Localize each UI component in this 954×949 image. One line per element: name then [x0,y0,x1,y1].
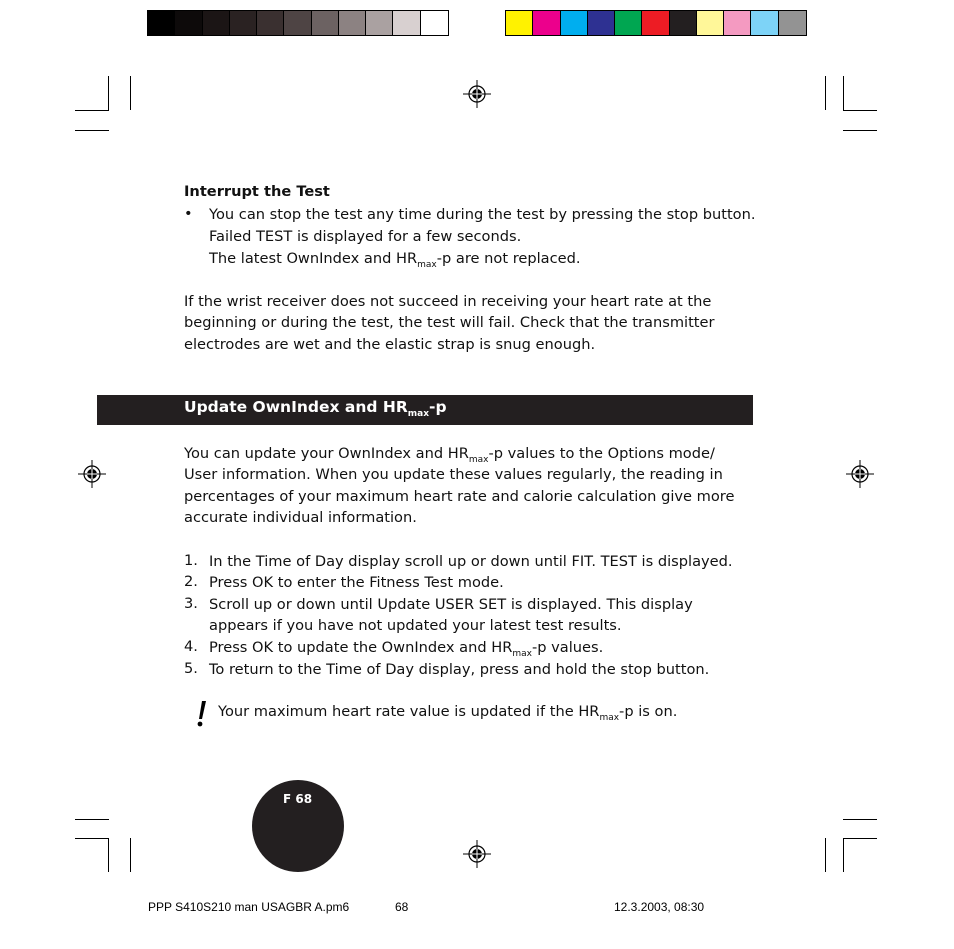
crop-mark [843,819,877,820]
color-swatch [724,11,751,35]
footer-datetime: 12.3.2003, 08:30 [614,900,705,914]
color-swatch [561,11,588,35]
color-swatch [393,11,420,35]
color-swatch [175,11,202,35]
color-swatch [615,11,642,35]
color-swatch [751,11,778,35]
color-swatch [366,11,393,35]
crop-mark [130,76,131,110]
crop-mark [75,838,109,839]
color-swatch [779,11,806,35]
page-number-label: F 68 [283,792,313,806]
crop-mark [843,838,877,839]
update-paragraph-line: percentages of your maximum heart rate and calorie calculation give more [184,488,735,505]
crop-mark [108,76,109,110]
registration-mark-icon [463,840,491,868]
crop-mark [75,110,109,111]
registration-mark-icon [846,460,874,488]
color-swatch [284,11,311,35]
grayscale-color-bar [147,10,449,36]
interrupt-text-line: Failed TEST is displayed for a few seconds. [209,228,522,245]
crop-mark [75,130,109,131]
bullet-point: • [184,205,193,222]
step-number: 3. [184,595,198,612]
step-text: Scroll up or down until Update USER SET is displayed. This display [209,596,693,613]
process-color-bar [505,10,807,36]
crop-mark [843,838,844,872]
crop-mark [75,819,109,820]
crop-mark [843,130,877,131]
footer-page-number: 68 [395,900,409,914]
color-swatch [533,11,560,35]
color-swatch [642,11,669,35]
section-title: Update OwnIndex and $HR_{max}-p$ [184,398,447,419]
color-swatch [148,11,175,35]
step-text: In the Time of Day display scroll up or down until FIT. TEST is displayed. [209,553,733,570]
step-number: 1. [184,552,198,569]
registration-mark-icon [463,80,491,108]
crop-mark [843,110,877,111]
step-text: To return to the Time of Day display, press and hold the stop button. [209,661,710,678]
fail-paragraph-line: beginning or during the test, the test will fail. Check that the transmitter [184,314,715,331]
color-swatch [670,11,697,35]
footer-filename: PPP S410S210 man USAGBR A.pm6 [148,900,350,914]
step-number: 4. [184,638,198,655]
crop-mark [825,838,826,872]
note-text: Your maximum heart rate value is updated if the $HR_{max}-p$ is on. [218,703,678,723]
interrupt-text-line: The latest OwnIndex and $HR_{max}-p$ are not replaced. [209,250,581,270]
color-swatch [588,11,615,35]
crop-mark [108,838,109,872]
color-swatch [203,11,230,35]
color-swatch [230,11,257,35]
step-number: 5. [184,660,198,677]
color-swatch [697,11,724,35]
interrupt-text-line: You can stop the test any time during the test by pressing the stop button. [209,206,756,223]
registration-mark-icon [78,460,106,488]
color-swatch [312,11,339,35]
color-swatch [506,11,533,35]
fail-paragraph-line: If the wrist receiver does not succeed in receiving your heart rate at the [184,293,712,310]
update-paragraph-line: You can update your OwnIndex and $HR_{max}-p$ values to the Options mode/ [184,445,715,465]
update-paragraph-line: accurate individual information. [184,509,417,526]
crop-mark [843,76,844,110]
update-paragraph-line: User information. When you update these values regularly, the reading in [184,466,723,483]
color-swatch [339,11,366,35]
crop-mark [825,76,826,110]
step-text: Press OK to update the OwnIndex and $HR_{max}-p$ values. [209,639,604,659]
step-text: Press OK to enter the Fitness Test mode. [209,574,504,591]
crop-mark [130,838,131,872]
fail-paragraph-line: electrodes are wet and the elastic strap is snug enough. [184,336,596,353]
step-number: 2. [184,573,198,590]
step-text-continued: appears if you have not updated your latest test results. [209,617,622,634]
exclamation-icon [196,700,208,728]
subsection-heading: Interrupt the Test [184,183,330,200]
color-swatch [257,11,284,35]
color-swatch [421,11,448,35]
